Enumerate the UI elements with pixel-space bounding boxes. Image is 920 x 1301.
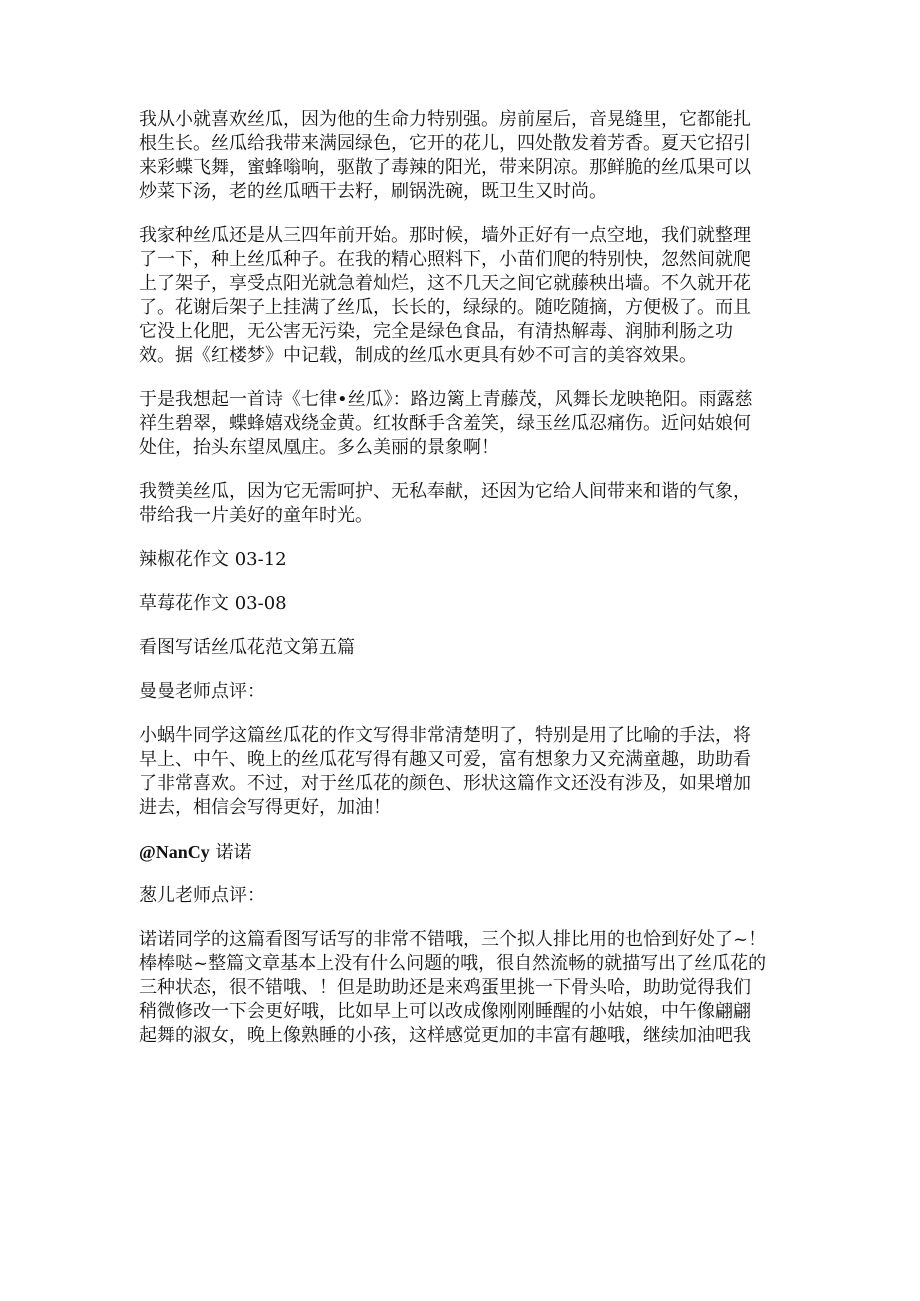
- text-line: 稍微修改一下会更好哦，比如早上可以改成像刚刚睡醒的小姑娘，中午像翩翩: [139, 1001, 751, 1022]
- teacher-review-label-2: 葱儿老师点评：: [139, 885, 265, 906]
- article-body: [139, 108, 789, 1068]
- author-line: [139, 840, 789, 864]
- text-line: 根生长。丝瓜给我带来满园绿色，它开的花儿，四处散发着芳香。夏天它招引: [139, 133, 751, 154]
- teacher-comment-1: [139, 724, 789, 820]
- text-line: 我赞美丝瓜，因为它无需呵护、无私奉献，还因为它给人间带来和谐的气象，: [139, 481, 751, 502]
- text-line: 小蜗牛同学这篇丝瓜花的作文写得非常清楚明了，特别是用了比喻的手法，将: [139, 725, 751, 746]
- related-article-link-2[interactable]: 草莓花作文 03-08: [139, 593, 287, 614]
- text-line: 棒棒哒~整篇文章基本上没有什么问题的哦，很自然流畅的就描写出了丝瓜花的: [139, 953, 767, 974]
- teacher-comment-2: [139, 928, 789, 1048]
- text-line: 诺诺同学的这篇看图写话写的非常不错哦，三个拟人排比用的也恰到好处了~！: [139, 929, 767, 950]
- author-handle: @NanCy: [139, 842, 210, 862]
- text-line: 带给我一片美好的童年时光。: [139, 505, 373, 526]
- author-name: 诺诺: [215, 842, 252, 863]
- text-line: 处住，抬头东望凤凰庄。多么美丽的景象啊！: [139, 437, 499, 458]
- text-line: 早上、中午、晚上的丝瓜花写得有趣又可爱，富有想象力又充满童趣，助助看: [139, 749, 751, 770]
- paragraph-2: [139, 224, 789, 368]
- text-line: 来彩蝶飞舞，蜜蜂嗡响，驱散了毒辣的阳光，带来阴凉。那鲜脆的丝瓜果可以: [139, 157, 751, 178]
- text-line: 炒菜下汤，老的丝瓜晒干去籽，刷锅洗碗，既卫生又时尚。: [139, 181, 607, 202]
- text-line: 我从小就喜欢丝瓜，因为他的生命力特别强。房前屋后，音晃缝里，它都能扎: [139, 109, 751, 130]
- text-line: 于是我想起一首诗《七律•丝瓜》：路边篱上青藤茂，风舞长龙映艳阳。雨露慈: [139, 389, 753, 410]
- paragraph-1: [139, 108, 789, 204]
- text-line: 祥生碧翠，蝶蜂嬉戏绕金黄。红妆酥手含羞笑，绿玉丝瓜忍痛伤。近问姑娘何: [139, 413, 751, 434]
- text-line: 效。据《红楼梦》中记载，制成的丝瓜水更具有妙不可言的美容效果。: [139, 345, 697, 366]
- text-line: 了非常喜欢。不过，对于丝瓜花的颜色、形状这篇作文还没有涉及，如果增加: [139, 773, 751, 794]
- text-line: 了。花谢后架子上挂满了丝瓜，长长的，绿绿的。随吃随摘，方便极了。而且: [139, 297, 751, 318]
- teacher-review-label-1: 曼曼老师点评：: [139, 681, 265, 702]
- text-line: 进去，相信会写得更好，加油！: [139, 797, 391, 818]
- paragraph-4: [139, 480, 789, 528]
- text-line: 三种状态，很不错哦、！但是助助还是来鸡蛋里挑一下骨头哈，助助觉得我们: [139, 977, 751, 998]
- text-line: 它没上化肥，无公害无污染，完全是绿色食品，有清热解毒、润肺利肠之功: [139, 321, 733, 342]
- paragraph-3: [139, 388, 789, 460]
- section-title: 看图写话丝瓜花范文第五篇: [139, 637, 355, 658]
- text-line: 起舞的淑女，晚上像熟睡的小孩，这样感觉更加的丰富有趣哦，继续加油吧我: [139, 1025, 751, 1046]
- text-line: 了一下，种上丝瓜种子。在我的精心照料下，小苗们爬的特别快，忽然间就爬: [139, 249, 751, 270]
- related-article-link-1[interactable]: 辣椒花作文 03-12: [139, 549, 287, 570]
- text-line: 上了架子，享受点阳光就急着灿烂，这不几天之间它就藤秧出墙。不久就开花: [139, 273, 751, 294]
- text-line: 我家种丝瓜还是从三四年前开始。那时候，墙外正好有一点空地，我们就整理: [139, 225, 751, 246]
